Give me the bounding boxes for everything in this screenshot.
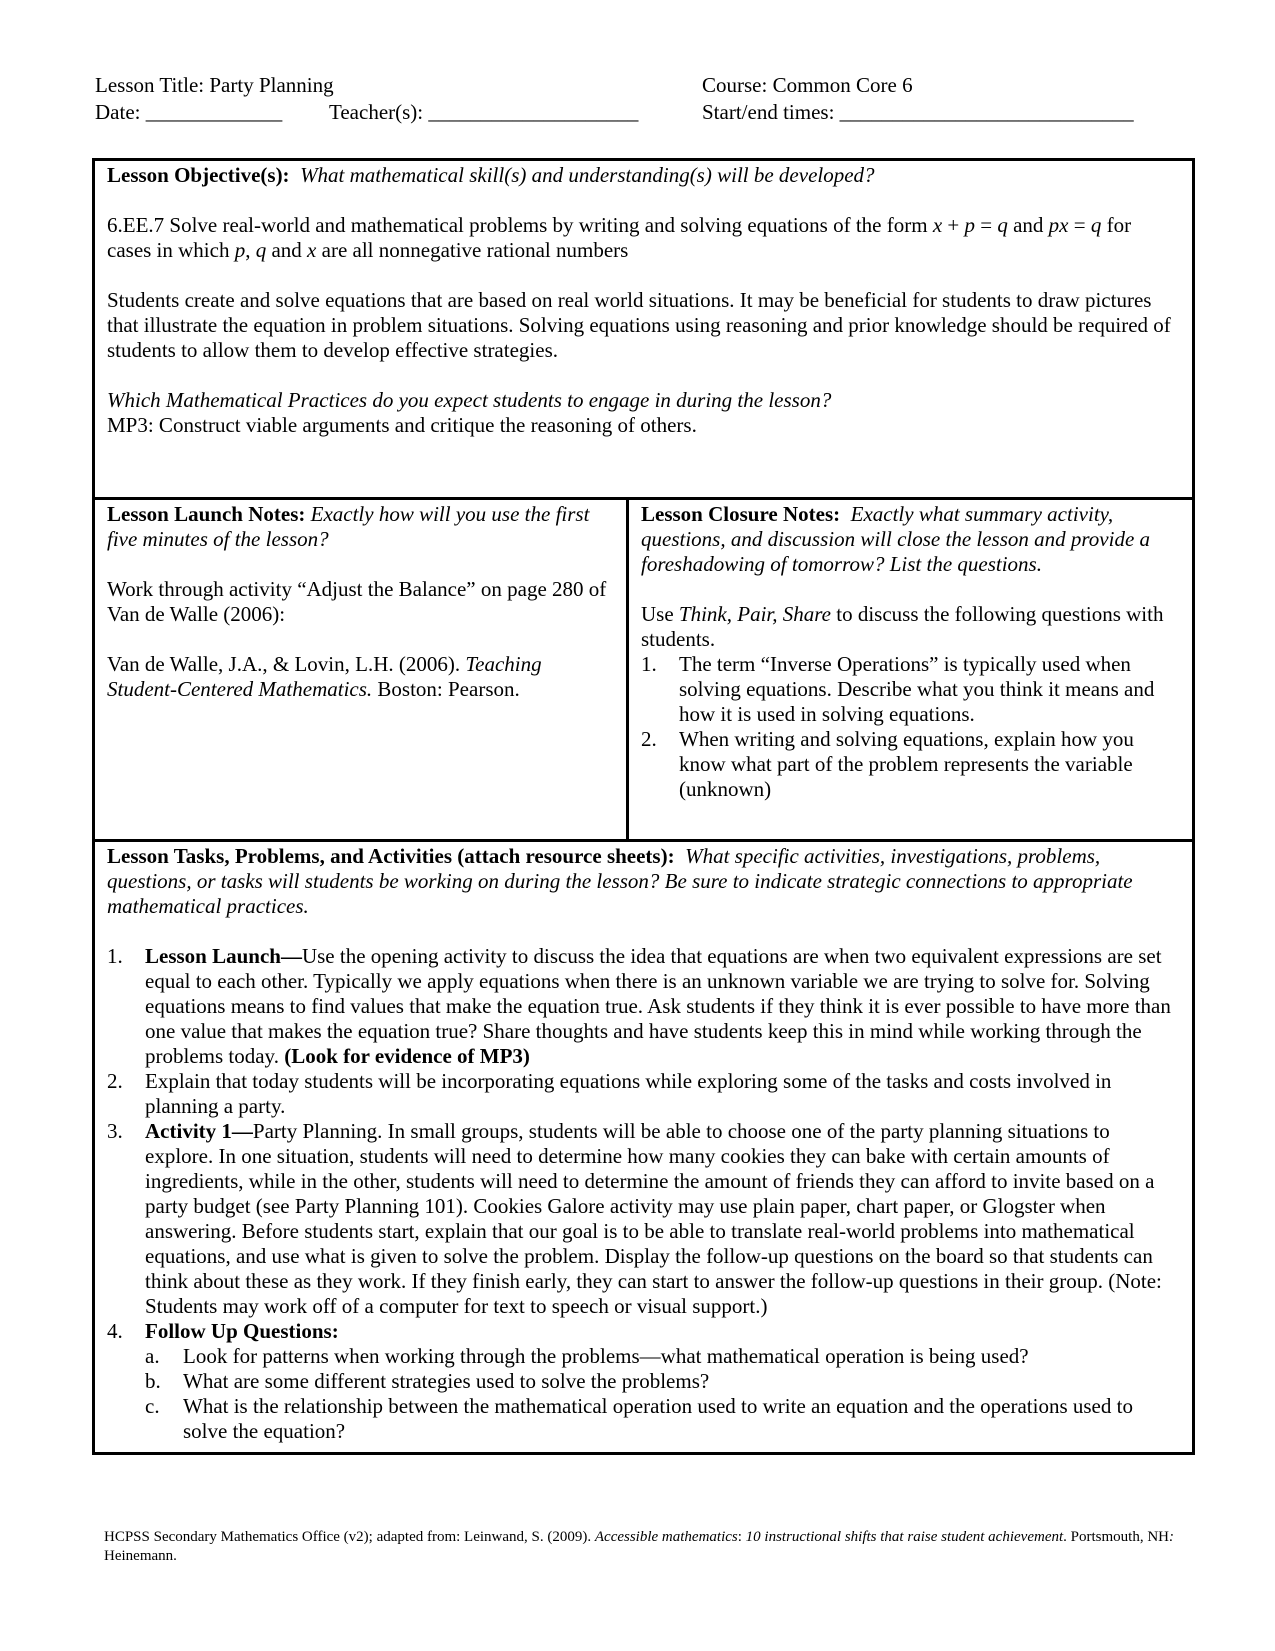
closure-heading-line [641, 502, 1180, 577]
eq-var: x [307, 238, 317, 262]
list-item-text: What is the relationship between the mathematical operation used to write an equation and the operations used to solve the equation? [183, 1394, 1133, 1443]
course-label: Course: Common Core 6 [702, 73, 913, 97]
tasks-list [107, 944, 1180, 1444]
eq-op: = [974, 213, 998, 237]
practices-prompt-text: Which Mathematical Practices do you expect students to engage in during the lesson? [107, 388, 832, 412]
list-item-text: When writing and solving equations, explain how you know what part of the problem represents the variable (unknown) [679, 727, 1134, 801]
launch-notes-section [95, 500, 629, 839]
list-number: 4. [107, 1319, 123, 1343]
objective-description: Students create and solve equations that are based on real world situations. It may be beneficial for students to draw pictures that illustrate the equation in problem situations. Solving equations using reasoning and prior knowledge should be required of students to allow them to develop effective strategies. [107, 288, 1171, 362]
date-field: Date: _____________ [95, 100, 283, 124]
followup-questions [145, 1344, 1180, 1444]
list-item [107, 1069, 1180, 1119]
footer-subtitle: 10 instructional shifts that raise student achievement [745, 1529, 1064, 1545]
list-number: 1. [641, 652, 657, 676]
lesson-header [95, 73, 1185, 127]
footer-text: . Portsmouth, NH [1063, 1529, 1169, 1545]
teacher-field: Teacher(s): ____________________ [329, 100, 639, 124]
page-footer [104, 1528, 1184, 1566]
launch-heading-line [107, 502, 614, 552]
launch-activity: Work through activity “Adjust the Balance” on page 280 of Van de Walle (2006): [107, 577, 607, 626]
list-item-text: What are some different strategies used to solve the problems? [183, 1369, 710, 1393]
list-item [107, 1319, 1180, 1444]
standard-text: , [245, 238, 256, 262]
standard-text: are all nonnegative rational numbers [316, 238, 629, 262]
footer-title: Accessible mathematics [594, 1529, 738, 1545]
objective-heading: Lesson Objective(s): [107, 163, 290, 187]
tasks-heading-line [107, 844, 1180, 919]
standard-text: and [266, 238, 308, 262]
launch-closure-row [95, 500, 1192, 842]
eq-var: q [1090, 213, 1102, 237]
eq-var: px [1048, 213, 1069, 237]
footer-text: HCPSS Secondary Mathematics Office (v2); adapted from: Leinwand, S. (2009). [104, 1529, 595, 1545]
objective-standard [107, 213, 1180, 263]
eq-op: = [1068, 213, 1091, 237]
lesson-title: Lesson Title: Party Planning [95, 73, 334, 97]
eq-var: p [234, 238, 246, 262]
list-item [641, 652, 1180, 727]
footer-text: Heinemann. [104, 1548, 177, 1564]
launch-citation [107, 652, 614, 702]
lesson-plan-table [92, 158, 1195, 1455]
list-letter: a. [145, 1344, 160, 1368]
start-end-times-field: Start/end times: ____________________________ [702, 100, 1134, 124]
standard-text: 6.EE.7 Solve real-world and mathematical problems by writing and solving equations of the form [107, 213, 933, 237]
list-item-text: The term “Inverse Operations” is typically used when solving equations. Describe what you think it means and how it is used in solving equations. [679, 652, 1155, 726]
list-item-text: Explain that today students will be incorporating equations while exploring some of the tasks and costs involved in planning a party. [145, 1069, 1112, 1118]
task-title: Lesson Launch— [145, 944, 302, 968]
tasks-heading: Lesson Tasks, Problems, and Activities (attach resource sheets): [107, 844, 675, 868]
list-letter: c. [145, 1394, 160, 1418]
closure-questions [641, 652, 1180, 802]
objective-section [95, 161, 1192, 500]
footer-text: : [737, 1529, 746, 1545]
closure-intro-text: Use [641, 602, 679, 626]
closure-intro-text: to discuss the following questions with students. [641, 602, 1164, 651]
objective-heading-line [107, 163, 1180, 188]
list-item [107, 1119, 1180, 1319]
list-item [145, 1369, 1180, 1394]
eq-op: + [942, 213, 965, 237]
citation-text: Boston: Pearson. [372, 677, 520, 701]
objective-prompt: What mathematical skill(s) and understanding(s) will be developed? [300, 163, 875, 187]
list-item-text: Look for patterns when working through the problems—what mathematical operation is being used? [183, 1344, 1029, 1368]
closure-intro [641, 602, 1180, 652]
practices-prompt [107, 388, 1180, 413]
eq-var: q [997, 213, 1008, 237]
footer-text: : [1168, 1529, 1174, 1545]
list-item [107, 944, 1180, 1069]
closure-heading: Lesson Closure Notes: [641, 502, 841, 526]
closure-prompt: Exactly what summary activity, questions, and discussion will close the lesson and provide a foreshadowing of tomorrow? List the questions. [641, 502, 1151, 576]
tasks-prompt: What specific activities, investigations, problems, questions, or tasks will students be working on during the lesson? Be sure to indicate strategic connections to appropriate mathematical practices. [107, 844, 1133, 918]
task-mp-note: (Look for evidence of MP3) [284, 1044, 530, 1068]
list-item [145, 1394, 1180, 1444]
launch-heading: Lesson Launch Notes: [107, 502, 306, 526]
list-number: 3. [107, 1119, 123, 1143]
task-title: Activity 1— [145, 1119, 253, 1143]
practice-mp3: MP3: Construct viable arguments and critique the reasoning of others. [107, 413, 697, 437]
launch-prompt: Exactly how will you use the first five minutes of the lesson? [107, 502, 590, 551]
eq-var: x [932, 213, 943, 237]
list-letter: b. [145, 1369, 161, 1393]
task-title: Follow Up Questions: [145, 1319, 339, 1343]
eq-var: p [964, 213, 975, 237]
closure-notes-section [629, 500, 1192, 839]
list-item [641, 727, 1180, 802]
eq-var: q [255, 238, 267, 262]
citation-text: Van de Walle, J.A., & Lovin, L.H. (2006). [107, 652, 466, 676]
list-item-text: Party Planning. In small groups, students will be able to choose one of the party planning situations to explore. In one situation, students will need to determine how many cookies they can bake with certain amounts of ingredients, while in the other, students will need to determine the amount of friends they can afford to invite based on a party budget (see Party Planning 101). Cookies Galore activity may use plain paper, chart paper, or Glogster when answering. Before students start, explain that our goal is to be able to translate real-world problems into mathematical equations, and use what is given to solve the problem. Display the follow-up questions on the board so that students can think about these as they work. If they finish early, they can start to answer the follow-up questions in their group. (Note: Students may work off of a computer for text to speech or visual support.) [145, 1119, 1162, 1318]
list-number: 1. [107, 944, 123, 968]
list-item [145, 1344, 1180, 1369]
standard-text: for cases in which [107, 213, 1132, 262]
list-item-text: Use the opening activity to discuss the idea that equations are when two equivalent expressions are set equal to each other. Typically we apply equations when there is an unknown variable we are trying to solve for. Solving equations means to find values that make the equation true. Ask students if they think it is ever possible to have more than one value that makes the equation true? Share thoughts and have students keep this in mind while working through the problems today. [145, 944, 1171, 1068]
standard-text: and [1007, 213, 1049, 237]
tasks-section [95, 842, 1192, 1452]
list-number: 2. [107, 1069, 123, 1093]
closure-intro-italic: Think, Pair, Share [678, 602, 831, 626]
citation-title: Teaching Student-Centered Mathematics. [107, 652, 542, 701]
list-number: 2. [641, 727, 657, 751]
